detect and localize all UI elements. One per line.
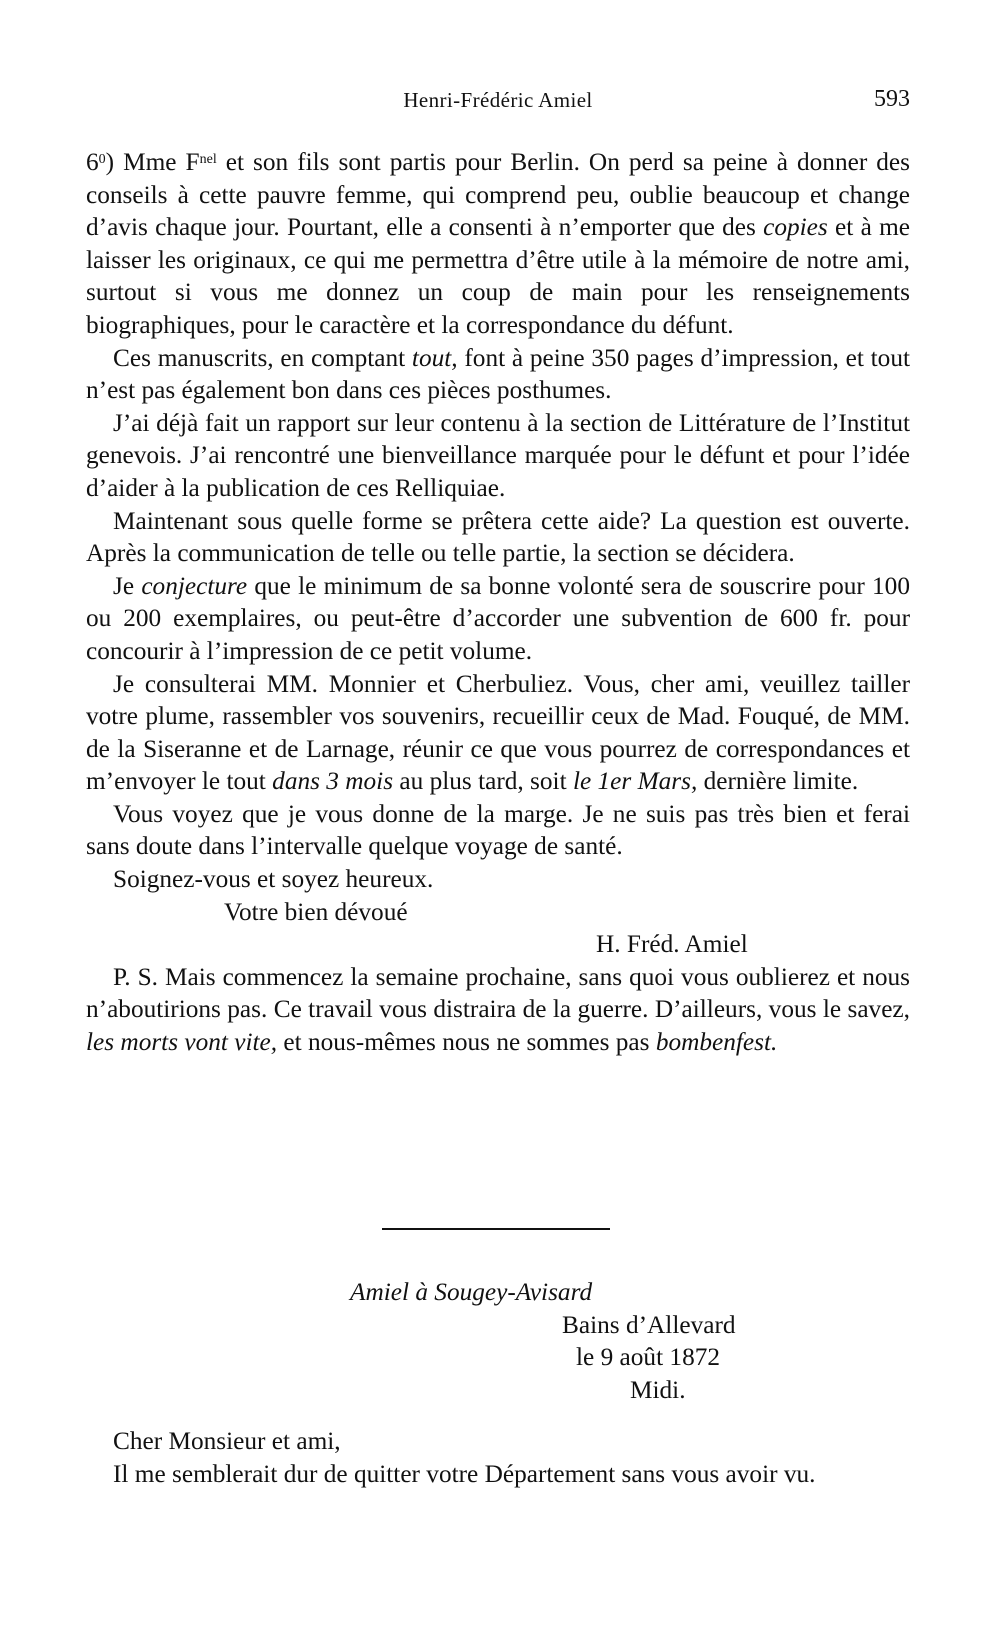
postscript [86, 961, 910, 1059]
text-run: et son fils sont partis pour Berlin. On perd sa peine à donner des conseils à cette pauvre femme, qui comprend peu, oublie beaucoup et change d’avis chaque jour. Pourtant, elle a consenti à n’emporter que des [86, 148, 910, 242]
page-header [86, 88, 910, 120]
text-run: et nous-mêmes nous ne sommes pas [277, 1028, 656, 1057]
section-divider [382, 1228, 610, 1230]
italic-text: tout, [411, 343, 458, 372]
paragraph-5 [86, 570, 910, 668]
italic-text: dans 3 mois [272, 767, 394, 796]
letter-text [86, 146, 910, 1059]
italic-text: bombenfest. [655, 1028, 778, 1057]
text-run: P. S. Mais commencez la semaine prochaine, sans quoi vous oublierez et nous n’aboutirions pas. Ce travail vous distraira de la guerre. D’ailleurs, vous le savez, [86, 962, 910, 1024]
paragraph-7: Vous voyez que je vous donne de la marge. Je ne suis pas très bien et ferai sans doute dans l’intervalle quelque voyage de santé. [86, 799, 910, 861]
closing: Votre bien dévoué [224, 897, 408, 926]
text-run: Ces manuscrits, en comptant [113, 343, 412, 372]
signature: H. Fréd. Amiel [596, 930, 748, 959]
letter-paragraph-1: Il me semblerait dur de quitter votre Département sans vous avoir vu. [113, 1459, 816, 1488]
letter-heading [86, 1276, 910, 1406]
text-run: au plus tard, soit [393, 767, 573, 796]
text-run: dernière limite. [697, 767, 859, 796]
italic-text: le 1er Mars, [572, 767, 698, 796]
paragraph-4: Maintenant sous quelle forme se prêtera cette aide? La question est ouverte. Après la communication de telle ou telle partie, la section se décidera. [86, 506, 910, 568]
letter-body [86, 1425, 910, 1490]
paragraph-1 [86, 146, 910, 342]
page-number: 593 [874, 86, 910, 112]
italic-text: conjecture [141, 571, 248, 600]
letter-place: Bains d’Allevard [562, 1310, 736, 1339]
text-run: Je [113, 571, 142, 600]
italic-text: les morts vont vite, [86, 1028, 278, 1057]
text-run: que le minimum de sa bonne volonté sera de souscrire pour 100 ou 200 exemplaires, ou peut-être d’accorder une subvention de 600 fr. pour concourir à l’impression de ce petit volume. [86, 571, 910, 665]
letter-date: le 9 août 1872 [576, 1343, 721, 1372]
text-run: Je consulterai MM. Monnier et Cherbuliez. Vous, cher ami, veuillez tailler votre plume, rassembler vos souvenirs, recueillir ceux de Mad. Fouqué, de MM. de la Siseranne et de Larnage, réunir ce que vous pourrez de correspondances et m’envoyer le tout [86, 669, 910, 796]
name-abbreviation-superscript: nel [199, 152, 217, 167]
letter-time: Midi. [630, 1375, 686, 1404]
paragraph-6 [86, 668, 910, 798]
paragraph-8: Soignez-vous et soyez heureux. [113, 865, 434, 894]
item-number-superscript: 0 [98, 152, 106, 167]
text-run: font à peine 350 pages d’impression, et tout n’est pas également bon dans ces pièces posthumes. [86, 343, 910, 405]
paragraph-2 [86, 342, 910, 407]
text-run: et à me laisser les originaux, ce qui me permettra d’être utile à la mémoire de notre ami, surtout si vous me donnez un coup de main pour les renseignements biographiques, pour le caractère et la correspondance du défunt. [86, 213, 910, 339]
italic-text: copies [763, 213, 828, 242]
salutation: Cher Monsieur et ami, [113, 1427, 341, 1455]
item-number: 6 [86, 148, 99, 176]
text-run: ) Mme F [105, 148, 200, 176]
paragraph-3: J’ai déjà fait un rapport sur leur contenu à la section de Littérature de l’Institut genevois. J’ai rencontré une bienveillance marquée pour le défunt et pour l’idée d’aider à la publication de ces Relliquiae. [86, 408, 910, 502]
running-title: Henri-Frédéric Amiel [403, 88, 593, 112]
letter-addressee: Amiel à Sougey-Avisard [350, 1278, 593, 1306]
